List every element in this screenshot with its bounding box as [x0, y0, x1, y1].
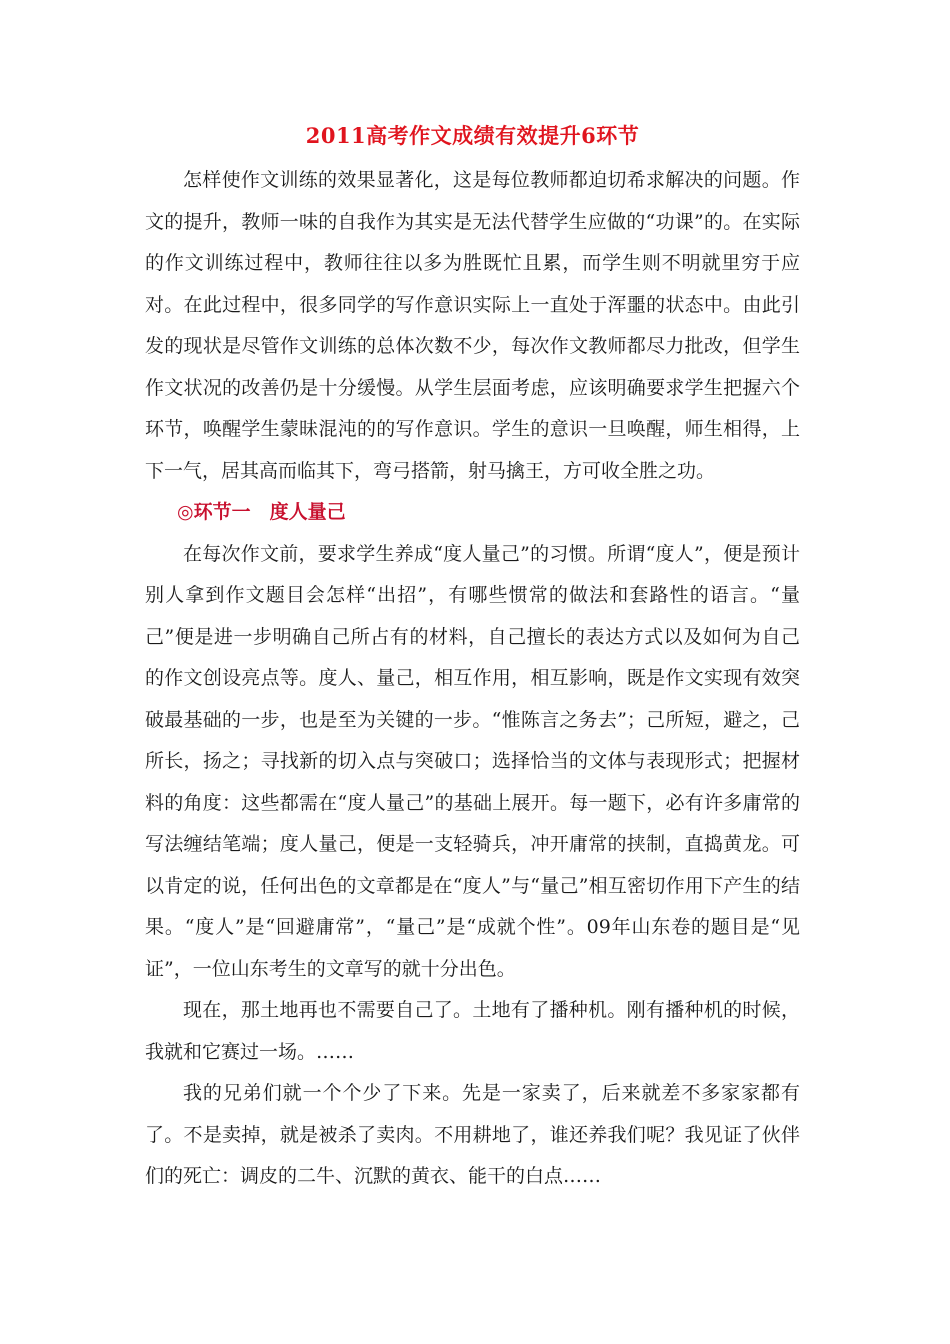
document-page — [145, 118, 800, 1198]
section-heading-1: ◎环节一 度人量己 — [177, 501, 346, 523]
intro-paragraph: 怎样使作文训练的效果显著化，这是每位教师都迫切希求解决的问题。作文的提升，教师一味的自我作为其实是无法代替学生应做的“功课”的。在实际的作文训练过程中，教师往往以多为胜既忙且累，而学生则不明就里穷于应对。在此过程中，很多同学的写作意识实际上一直处于浑噩的状态中。由此引发的现状是尽管作文训练的总体次数不少，每次作文教师都尽力批改，但学生作文状况的改善仍是十分缓慢。从学生层面考虑，应该明确要求学生把握六个环节，唤醒学生蒙昧混沌的的写作意识。学生的意识一旦唤醒，师生相得，上下一气，居其高而临其下，弯弓搭箭，射马擒王，方可收全胜之功。 — [145, 169, 800, 482]
section-1-paragraph-1: 在每次作文前，要求学生养成“度人量己”的习惯。所谓“度人”，便是预计别人拿到作文题目会怎样“出招”，有哪些惯常的做法和套路性的语言。“量己”便是进一步明确自己所占有的材料，自己擅长的表达方式以及如何为自己的作文创设亮点等。度人、量己，相互作用，相互影响，既是作文实现有效突破最基础的一步，也是至为关键的一步。“惟陈言之务去”；己所短，避之，己所长，扬之；寻找新的切入点与突破口；选择恰当的文体与表现形式；把握材料的角度：这些都需在“度人量己”的基础上展开。每一题下，必有许多庸常的写法缠结笔端；度人量己，便是一支轻骑兵，冲开庸常的挟制，直捣黄龙。可以肯定的说，任何出色的文章都是在“度人”与“量己”相互密切作用下产生的结果。“度人”是“回避庸常”，“量己”是“成就个性”。09年山东卷的题目是“见证”，一位山东考生的文章写的就十分出色。 — [145, 542, 800, 980]
document-title: 2011高考作文成绩有效提升6环节 — [305, 123, 640, 148]
section-1-paragraph-2: 现在，那土地再也不需要自己了。土地有了播种机。刚有播种机的时候，我就和它赛过一场。…… — [145, 999, 800, 1063]
section-1-paragraph-3: 我的兄弟们就一个个少了下来。先是一家卖了，后来就差不多家家都有了。不是卖掉，就是被杀了卖肉。不用耕地了，谁还养我们呢？我见证了伙伴们的死亡：调皮的二牛、沉默的黄衣、能干的白点…… — [145, 1082, 800, 1187]
